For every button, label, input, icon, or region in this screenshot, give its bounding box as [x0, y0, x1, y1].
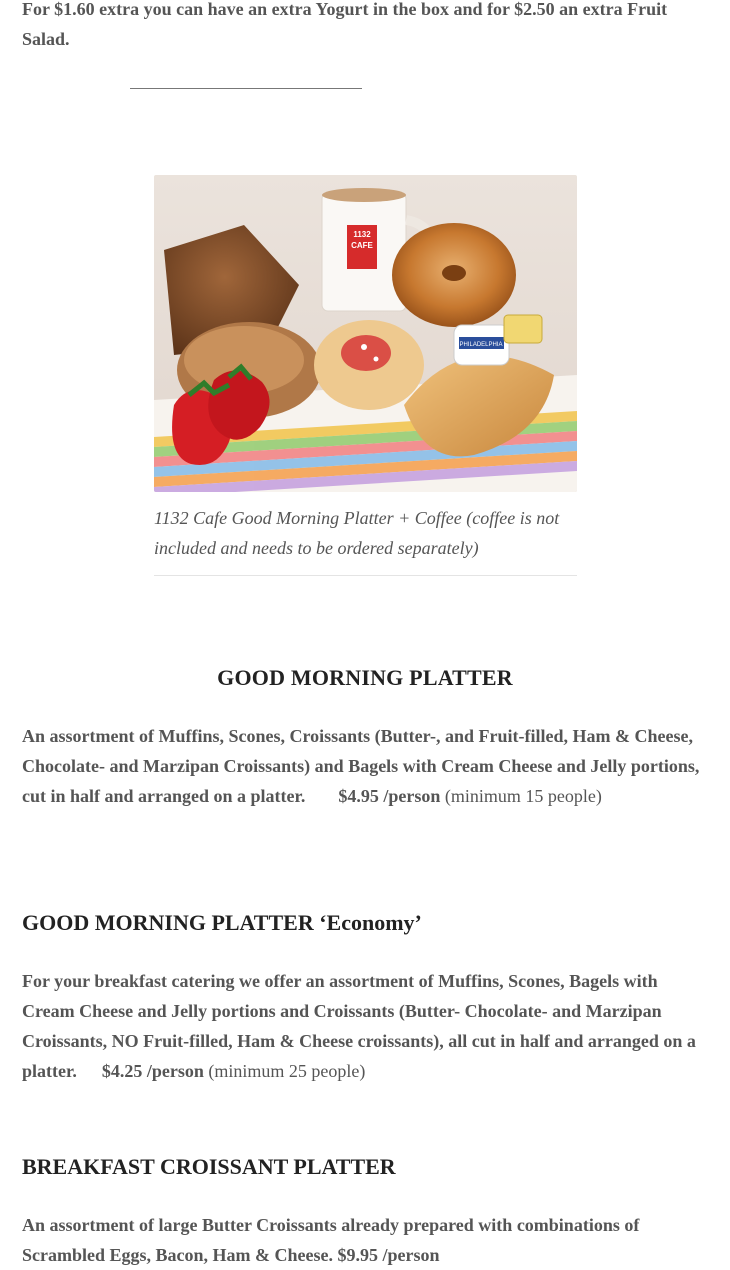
yogurt-fruit-extra-note: For $1.60 extra you can have an extra Yogurt in the box and for $2.50 an extra Fruit Salad.: [22, 0, 668, 49]
mug-label-number: 1132: [353, 230, 371, 239]
croissant-platter-price: $9.95 /person: [337, 1245, 440, 1265]
good-morning-platter-section: [22, 721, 712, 811]
croissant-platter-description: An assortment of large Butter Croissants already prepared with combinations of Scrambled Eggs, Bacon, Ham & Cheese.: [22, 1215, 640, 1265]
good-morning-platter-price: $4.95 /person: [338, 786, 441, 806]
economy-platter-minimum: (minimum 25 people): [208, 1061, 366, 1081]
croissant-platter-section: [22, 1210, 712, 1270]
economy-platter-description: For your breakfast catering we offer an assortment of Muffins, Scones, Bagels with Cream Cheese and Jelly portions and Croissants (Butter- Chocolate- and Marzipan Croissants, NO Fruit-filled, Ham & Cheese croissants), all cut in half and arranged on a platter.: [22, 971, 696, 1081]
good-morning-platter-minimum: (minimum 15 people): [444, 786, 602, 806]
mug-label-cafe: CAFE: [351, 241, 373, 250]
platter-figure: [154, 175, 577, 576]
separator-line: [130, 88, 362, 89]
good-morning-platter-description: An assortment of Muffins, Scones, Croissants (Butter-, and Fruit-filled, Ham & Cheese, Chocolate- and Marzipan Croissants) and Bagels with Cream Cheese and Jelly portions, cut in half and arranged on a platter.: [22, 726, 700, 806]
good-morning-platter-heading: GOOD MORNING PLATTER: [217, 665, 513, 690]
figure-caption: 1132 Cafe Good Morning Platter + Coffee (coffee is not included and needs to be ordered separately): [154, 503, 577, 576]
platter-photo[interactable]: [154, 175, 577, 492]
cream-cheese-label: PHILADELPHIA: [459, 342, 503, 348]
economy-platter-heading: GOOD MORNING PLATTER ‘Economy’: [22, 910, 422, 935]
economy-platter-section: [22, 966, 712, 1086]
economy-platter-price: $4.25 /person: [101, 1061, 204, 1081]
croissant-platter-heading: BREAKFAST CROISSANT PLATTER: [22, 1154, 396, 1179]
